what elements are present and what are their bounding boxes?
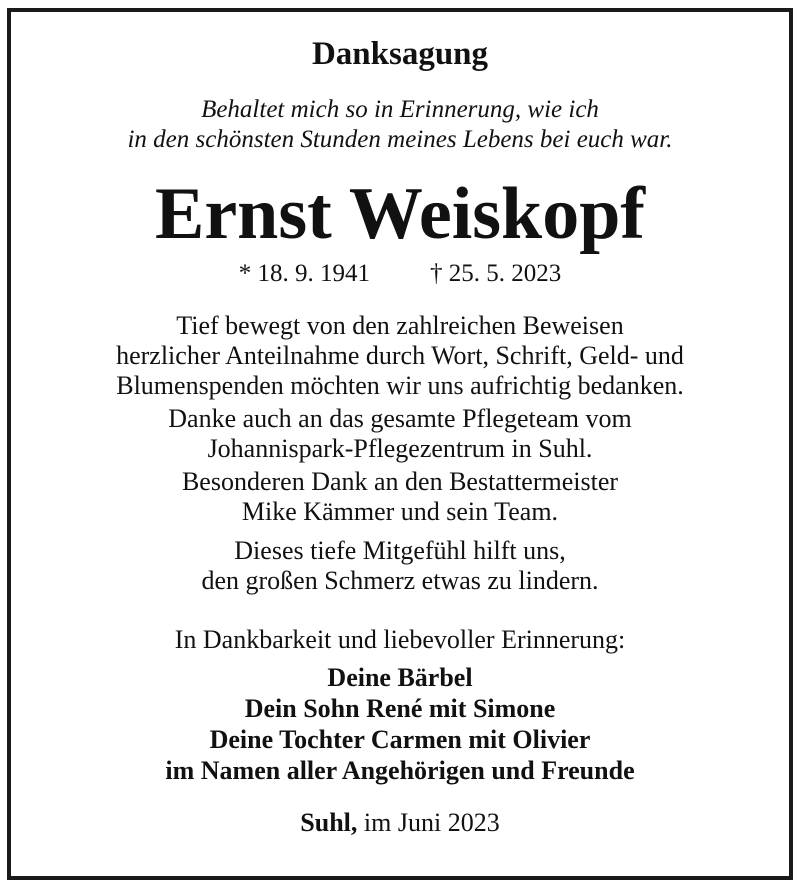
text-line: Besonderen Dank an den Bestattermeister xyxy=(181,467,619,496)
signatory-line: Deine Bärbel xyxy=(327,663,473,692)
closing-line: In Dankbarkeit und liebevoller Erinnerung: xyxy=(174,625,626,654)
notice-heading: Danksagung xyxy=(311,36,489,72)
signatory-line: Dein Sohn René mit Simone xyxy=(244,694,556,723)
text-line: Danke auch an das gesamte Pflegeteam vom xyxy=(168,404,632,433)
motto-line-1: Behaltet mich so in Erinnerung, wie ich xyxy=(201,96,599,123)
text-line: Mike Kämmer und sein Team. xyxy=(241,497,559,526)
signatory-line: im Namen aller Angehörigen und Freunde xyxy=(165,756,635,785)
text-line: Dieses tiefe Mitgefühl hilft uns, xyxy=(234,536,566,565)
life-dates xyxy=(0,259,800,289)
motto-line-2: in den schönsten Stunden meines Lebens bei euch war. xyxy=(127,126,673,153)
text-line: Tief bewegt von den zahlreichen Beweisen xyxy=(176,311,624,340)
place-name: Suhl, xyxy=(300,808,358,837)
text-line: herzlicher Anteilnahme durch Wort, Schrift, Geld- und xyxy=(116,341,684,370)
signatory-line: Deine Tochter Carmen mit Olivier xyxy=(209,725,591,754)
text-line: den großen Schmerz etwas zu lindern. xyxy=(201,566,599,595)
place-date xyxy=(0,808,800,838)
death-date: † 25. 5. 2023 xyxy=(430,260,562,287)
date-text: im Juni 2023 xyxy=(363,808,500,837)
deceased-name: Ernst Weiskopf xyxy=(154,173,646,255)
text-line: Blumenspenden möchten wir uns aufrichtig bedanken. xyxy=(116,371,684,400)
text-line: Johannispark-Pflegezentrum in Suhl. xyxy=(207,434,593,463)
birth-date: * 18. 9. 1941 xyxy=(238,260,370,287)
